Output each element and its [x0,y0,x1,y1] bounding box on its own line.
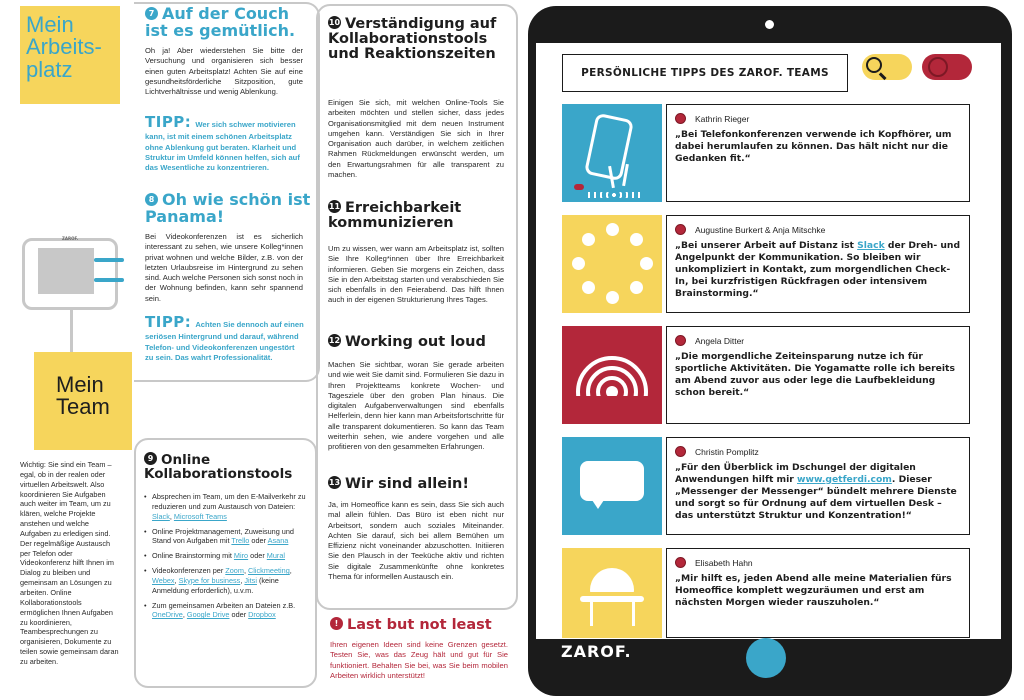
quote-text: . Dieser „Messenger der Messenger“ bündelt mehrere Dienste und sorgt so für Ordnung auf dem virtuellen Desk – das unterstützt Struktur und Konzentration!“ [675,473,957,521]
quote-text: „Für den Überblick im Dschungel der digitalen Anwendungen hilft mir [675,462,916,485]
tip-textbox [666,437,970,535]
author-dot-icon [675,335,686,346]
tip-textbox [666,104,970,202]
section11-body: Um zu wissen, wer wann am Arbeitsplatz ist, sollten Sie Ihre Kolleg*innen über Ihre Erreichbarkeit informieren. Geben Sie morgens ein Zeichen, dass Sie in den Arbeitstag starten und verabschieden Sie sich ebenfalls in den Feierabend. Das hilft Ihnen auch in der eigenen Strukturierung Ihres Tages. [328,244,504,305]
laptop-brand: ZAROF. [62,236,79,241]
camera-icon [765,20,774,29]
author-dot-icon [675,446,686,457]
section12-heading [328,334,508,350]
mein-team-box [34,352,132,450]
section10-body: Einigen Sie sich, mit welchen Online-Tools Sie arbeiten möchten und stellen sicher, dass jedes Organisationsmitglied mit dem neuen Instrument umgehen kann. Verständigen Sie sich in Ihrer Organisation auch darüber, in welchem zeitlichen Rahmen Rückmeldungen erwünscht werden, um den Erwartungsrahmen für alle transparent zu machen. [328,98,504,179]
tool-text: Online Projektmanagement, Zuweisung und Stand von Aufgaben mit [152,526,294,546]
tip-card [562,215,970,313]
cable-bottom-icon [94,278,124,282]
tip-author [675,446,759,457]
cable-top-icon [94,258,124,262]
tip-quote: „Die morgendliche Zeiteinsparung nutze ich für sportliche Aktivitäten. Die Yogamatte rolle ich bereits am Abend zuvor aus oder lege die Laufbekleidung schon bereit.“ [675,351,955,398]
link-onedrive[interactable]: OneDrive [152,610,183,620]
search-icon[interactable] [866,57,882,73]
tips-header: PERSÖNLICHE TIPPS DES ZAROF. TEAMS [562,54,848,92]
list-item: • Absprechen im Team, um den E-Mailverkehr zu reduzieren und zum Austausch von Dateien: Slack, Microsoft Teams [144,492,308,522]
tip-card [562,326,970,424]
section9-number: 9 [144,452,157,465]
link-slack[interactable]: Slack [152,511,170,521]
tip-author [675,335,744,346]
mein-team-label: Mein Team [56,372,110,420]
section10-number: 10 [328,18,341,27]
author-name: Christin Pomplitz [695,446,759,457]
section10-title: Verständigung auf Kollaborationstools und Reaktionszeiten [328,16,497,63]
tip-card [562,437,970,535]
section11-number: 11 [328,202,341,211]
tip-quote: „Bei Telefonkonferenzen verwende ich Kopfhörer, um dabei herumlaufen zu können. Das hält nicht nur die Gedanken fit.“ [675,129,952,164]
list-item [144,527,308,547]
link-webex[interactable]: Webex [152,575,175,585]
section13-body: Ja, im Homeoffice kann es sein, dass Sie sich auch mal allein fühlen. Das Büro ist eben nicht nur Arbeitsort, sondern auch soziales Miteinander. Achten Sie darauf, sich bei allem Bemühen um Effizienz nicht voneinander abzuschotten. Initiieren Sie den Plausch in der Teeküche aktiv und richten Sie digitale Zusammenkünfte ohne konkretes Thema für informellen Austausch ein. [328,500,504,581]
link-miro[interactable]: Miro [233,551,249,561]
list-item: • Zum gemeinsamen Arbeiten an Dateien z.B. OneDrive, Google Drive oder Dropbox [144,601,308,621]
tool-text: Zum gemeinsamen Arbeiten an Dateien z.B. [152,600,296,610]
section7-tipp-label: TIPP: [145,113,192,131]
link-mural[interactable]: Mural [266,551,286,561]
word-oder: oder [251,536,267,546]
tip-author [675,113,749,124]
section8-tipp-text: Achten Sie dennoch auf einen seriösen Hintergrund und darauf, während Telefon- und Videokonferenzen ungestört zu sein. Das wahrt Professionalität. [145,320,304,362]
section8-number: 8 [145,193,158,206]
last-heading [330,617,520,633]
last-title: Last but not least [347,617,492,633]
team-text: Wichtig: Sie sind ein Team – egal, ob in der realen oder virtuellen Arbeitswelt. Also koordinieren Sie Aufgaben auch weiter im Team, um zu klären, welche Projekte anstehen und welche Aufgaben zu erledigen sind. Der regelmäßige Austausch per Telefon oder Videokonferenz hilft Ihnen im Dialog zu bleiben und gemeinsam an Lösungen zu arbeiten. Online Kollaborationstools ermöglichen Ihnen Aufgaben zu koordinieren, Teambesprechungen zu organisieren, Dokumente zu teilen sowie gemeinsam daran zu arbeiten. [20,460,119,666]
section11-heading [328,200,508,231]
home-button[interactable] [746,638,786,678]
quote-text: „Bei unserer Arbeit auf Distanz ist [675,240,858,251]
tip-quote [675,462,963,522]
tip-card [562,104,970,202]
laptop-illustration [22,238,128,310]
section12-number: 12 [328,336,341,345]
section7-number: 7 [145,7,158,20]
link-asana[interactable]: Asana [267,536,289,546]
section9-title: Online Kollaborationstools [144,452,293,483]
author-name: Angela Ditter [695,335,745,346]
last-body: Ihren eigenen Ideen sind keine Grenzen gesetzt. Testen Sie, was das Zeug hält und gut für Sie funktioniert. Behalten Sie bei, was Sie beim mobilen Arbeiten wirklich unterstützt! [330,640,508,680]
tip-textbox [666,548,970,638]
word-oder: oder [250,551,265,561]
section10-heading [328,16,508,63]
link-skype[interactable]: Skype for business [178,575,241,585]
tool-text: Absprechen im Team, um den E-Mailverkehr zu reduzieren und zum Austausch von Dateien: [152,492,306,511]
speech-bubble-icon [562,437,662,535]
link-google-drive[interactable]: Google Drive [186,610,230,620]
exclamation-icon: ! [330,617,343,630]
list-item [144,551,308,561]
tip-quote [675,240,963,300]
section8-title: Oh wie schön ist Panama! [145,190,311,226]
section8-tipp-label: TIPP: [145,313,192,331]
author-dot-icon [675,113,686,124]
author-name: Elisabeth Hahn [695,557,753,568]
section7-title: Auf der Couch ist es gemütlich. [145,4,296,40]
link-slack[interactable]: Slack [857,240,885,251]
link-clickmeeting[interactable]: Clickmeeting [248,566,290,576]
tools-list [144,492,308,625]
tip-author [675,224,825,235]
tip-textbox [666,215,970,313]
mein-arbeitsplatz-label: Mein Arbeits-platz [26,12,102,82]
tip-author [675,557,753,568]
record-icon[interactable] [928,57,948,77]
rainbow-arches-icon [562,326,662,424]
link-zoom[interactable]: Zoom [225,566,244,576]
link-jitsi[interactable]: Jitsi [244,575,257,585]
tip-textbox [666,326,970,424]
link-getferdi[interactable]: www.getferdi.com [797,473,892,485]
circle-of-dots-icon [562,215,662,313]
phone-walking-icon [562,104,662,202]
author-name: Kathrin Rieger [695,113,750,124]
tip-quote: „Mir hilft es, jeden Abend alle meine Materialien fürs Homeoffice komplett wegzuräumen und erst am nächsten Morgen wieder rauszuholen.“ [675,573,952,608]
link-dropbox[interactable]: Dropbox [248,610,276,620]
tip-card [562,548,970,638]
zarof-logo: ZAROF. [561,642,632,661]
section12-title: Working out loud [345,334,486,350]
word-oder: oder [231,610,247,620]
section7-tipp-text: Wer sich schwer motivieren kann, ist mit einem schönen Arbeitsplatz ohne Ablenkung gut beraten. Klarheit und Struktur im Umfeld können helfen, sich auf das Wesentliche zu konzentrieren. [145,120,300,172]
laptop-screen [38,248,94,294]
link-microsoft-teams[interactable]: Microsoft Teams [173,511,227,521]
author-dot-icon [675,557,686,568]
connector-line [70,308,73,352]
section7-body: Oh ja! Aber wiederstehen Sie bitte der Versuchung und organisieren sich besser einen guten Arbeitsplatz! Achten Sie auf eine gesundheitsförderliche Sitzposition, gute Lichtverhältnisse und wenig Ablenkung. [145,46,303,96]
mein-arbeitsplatz-box [20,6,120,104]
section9-heading [144,452,314,481]
author-dot-icon [675,224,686,235]
author-name: Augustine Burkert & Anja Mitschke [695,224,826,235]
section11-title: Erreichbarkeit kommunizieren [328,200,462,232]
section13-title: Wir sind allein! [345,476,469,492]
sunrise-table-icon [562,548,662,638]
section12-body: Machen Sie sichtbar, woran Sie gerade arbeiten und wie weit Sie damit sind. Formulieren Sie dazu in Ihren Projektteams konkrete Wochen- und Tagesziele über den groben Plan hinaus. Die digitalen Aufgabenverwaltungen sind ebenfalls Helferlein, denn hier kann man Arbeitsfortschritte für alle transparent dokumentieren. So kann das Team weiterhin sehen, wie andere vorgehen und alle profitieren von den gesammelten Erfahrungen. [328,360,505,451]
sections-7-8-frame [134,2,320,382]
section8-body: Bei Videokonferenzen ist es sicherlich interessant zu sehen, wie unsere Kolleg*innen privat wohnen und welche Bilder, z.B. von der letzten Urlaubsreise im Hintergrund zu sehen sind. Auch welche Personen sich sonst noch in der Wohnung befinden, kann sehr spannend sein. [145,232,303,303]
tool-text: Online Brainstorming mit [152,551,234,561]
list-item: • Videokonferenzen per Zoom, Clickmeeting, Webex, Skype for business, Jitsi (keine Anmeldung erforderlich), u.v.m. [144,566,308,596]
link-trello[interactable]: Trello [231,536,250,546]
quote-text: der Dreh- und Angelpunkt der Kommunikation. So bleiben wir unkompliziert in Kontakt, zum morgendlichen Check-In, bei kurzfristigen Rückfragen oder intensivem Brainstorming.“ [675,240,961,299]
section13-heading [328,476,508,492]
tool-suffix: (keine Anmeldung erforderlich), u.v.m. [152,575,279,595]
tool-text: Videokonferenzen per [152,566,226,576]
section13-number: 13 [328,478,341,487]
